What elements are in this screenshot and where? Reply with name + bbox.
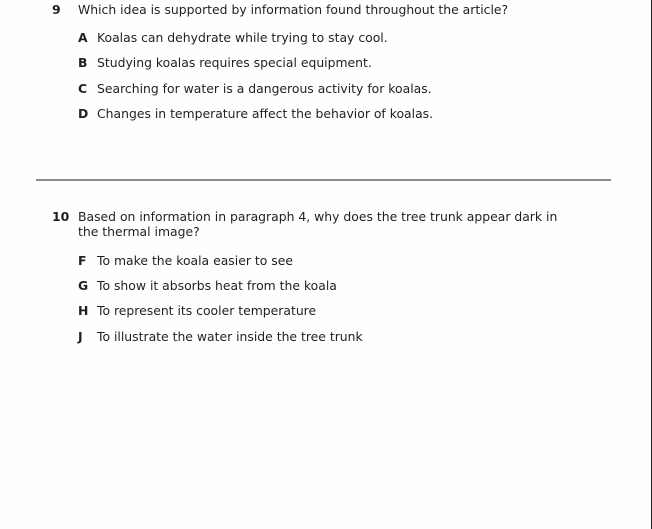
answer-option-j[interactable]	[78, 329, 363, 344]
answer-option-c[interactable]	[78, 81, 432, 96]
answer-option-a[interactable]	[78, 30, 388, 45]
option-text: To represent its cooler temperature	[97, 303, 317, 318]
question-10	[52, 209, 572, 239]
option-text: To show it absorbs heat from the koala	[97, 278, 337, 293]
question-9	[52, 2, 572, 17]
option-text: Koalas can dehydrate while trying to stay cool.	[97, 30, 388, 45]
answer-option-d[interactable]	[78, 106, 433, 121]
answer-option-f[interactable]	[78, 253, 293, 268]
option-text: To make the koala easier to see	[97, 253, 293, 268]
option-letter: F	[78, 253, 87, 268]
question-text: Which idea is supported by information found throughout the article?	[78, 2, 509, 17]
answer-option-b[interactable]	[78, 55, 372, 70]
question-number: 9	[52, 2, 61, 17]
section-divider	[36, 179, 611, 181]
option-text: Searching for water is a dangerous activity for koalas.	[97, 81, 432, 96]
option-text: To illustrate the water inside the tree trunk	[97, 329, 363, 344]
answer-option-g[interactable]	[78, 278, 337, 293]
option-letter: D	[78, 106, 89, 121]
question-text: Based on information in paragraph 4, why does the tree trunk appear dark in the thermal image?	[78, 209, 558, 239]
option-letter: H	[78, 303, 89, 318]
option-text: Studying koalas requires special equipment.	[97, 55, 372, 70]
option-letter: G	[78, 278, 89, 293]
option-letter: C	[78, 81, 88, 96]
option-letter: B	[78, 55, 88, 70]
question-number: 10	[52, 209, 70, 224]
answer-option-h[interactable]	[78, 303, 316, 318]
option-letter: J	[78, 329, 83, 344]
option-letter: A	[78, 30, 88, 45]
option-text: Changes in temperature affect the behavior of koalas.	[97, 106, 434, 121]
